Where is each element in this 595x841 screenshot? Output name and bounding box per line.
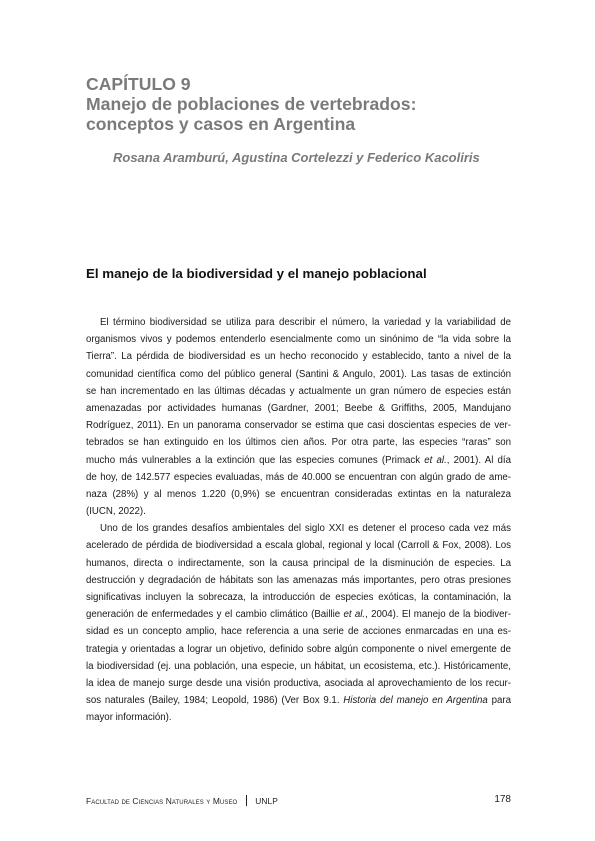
text-line: amenazadas por actividades humanas (Gardner, 2001; Beebe & Griffiths, 2005, Mandujano: [86, 402, 511, 414]
footer-institution: Facultad de Ciencias Naturales y Museo: [86, 796, 238, 806]
text-line: generación de enfermedades y el cambio climático (Baillie et al., 2004). El manejo de la biodiver-: [86, 609, 511, 621]
footer-university: UNLP: [255, 796, 278, 806]
chapter-authors: Rosana Aramburú, Agustina Cortelezzi y Federico Kacoliris: [113, 150, 480, 165]
text-line: naza (28%) y al menos 1.220 (0,9%) se encuentran consideradas extintas en la naturaleza: [86, 488, 511, 500]
page-number: 178: [494, 794, 511, 805]
text-line: organismos vivos y podemos entenderlo esencialmente como un sinónimo de “la vida sobre la: [86, 334, 511, 346]
text-line: destrucción y degradación de hábitats son las amenazas más importantes, pero otras presiones: [86, 574, 511, 586]
footer-divider: [246, 795, 247, 806]
paragraph-2: [86, 520, 511, 726]
paragraph-1: [86, 314, 511, 520]
text-line: sos naturales (Bailey, 1984; Leopold, 1986) (Ver Box 9.1. Historia del manejo en Argentina para: [86, 695, 511, 707]
text-line: trategia y orientadas a lograr un objetivo, definido sobre algún componente o nivel emergente de: [86, 643, 511, 655]
text-line: la idea de manejo surge desde una visión productiva, asociada al aprovechamiento de los recur-: [86, 677, 511, 689]
text-line: Uno de los grandes desafíos ambientales del siglo XXI es detener el proceso cada vez más: [100, 523, 511, 535]
chapter-header: [86, 74, 526, 134]
body-text: [86, 314, 511, 727]
chapter-title-line-1: Manejo de poblaciones de vertebrados:: [86, 94, 417, 114]
text-line: mayor información).: [86, 712, 172, 724]
text-line: tebrados se han extinguido en los últimos cien años. Por otra parte, las especies “raras” son: [86, 437, 511, 449]
text-line: la biodiversidad (ej. una población, una especie, un hábitat, un ecosistema, etc.). Históricamente,: [86, 660, 511, 672]
section-heading: El manejo de la biodiversidad y el manejo poblacional: [86, 266, 427, 281]
text-line: (IUCN, 2022).: [86, 506, 146, 518]
text-line: Tierra”. La pérdida de biodiversidad es un hecho reconocido y establecido, tanto a nivel de la: [86, 351, 511, 363]
chapter-number: CAPÍTULO 9: [86, 74, 191, 94]
text-line: humanos, directa o indirectamente, son la causa principal de la disminución de especies. La: [86, 557, 511, 569]
text-line: acelerado de pérdida de biodiversidad a escala global, regional y local (Carroll & Fox, 2008). Los: [86, 540, 511, 552]
page-footer: [86, 795, 511, 809]
chapter-title-line-2: conceptos y casos en Argentina: [86, 114, 356, 134]
text-line: de hoy, de 142.577 especies evaluadas, más de 40.000 se encuentran con algún grado de ame-: [86, 471, 511, 483]
text-line: comunidad científica como del público general (Santini & Angulo, 2001). Las tasas de extinción: [86, 368, 511, 380]
text-line: significativas incluyen la sobrecaza, la introducción de especies exóticas, la contaminación, la: [86, 592, 511, 603]
text-line: sidad es un concepto amplio, hace referencia a una serie de acciones enmarcadas en una es-: [86, 626, 511, 638]
text-line: Rodríguez, 2011). En un panorama conservador se estima que casi doscientas especies de ver-: [86, 420, 511, 432]
text-line: se han incrementado en las últimas décadas y actualmente un gran número de especies están: [86, 385, 511, 397]
text-line: mucho más vulnerables a la extinción que las especies comunes (Primack et al., 2001). Al día: [86, 454, 511, 466]
text-line: El término biodiversidad se utiliza para describir el número, la variedad y la variabilidad de: [100, 317, 511, 328]
footer-institution-block: [86, 795, 278, 806]
